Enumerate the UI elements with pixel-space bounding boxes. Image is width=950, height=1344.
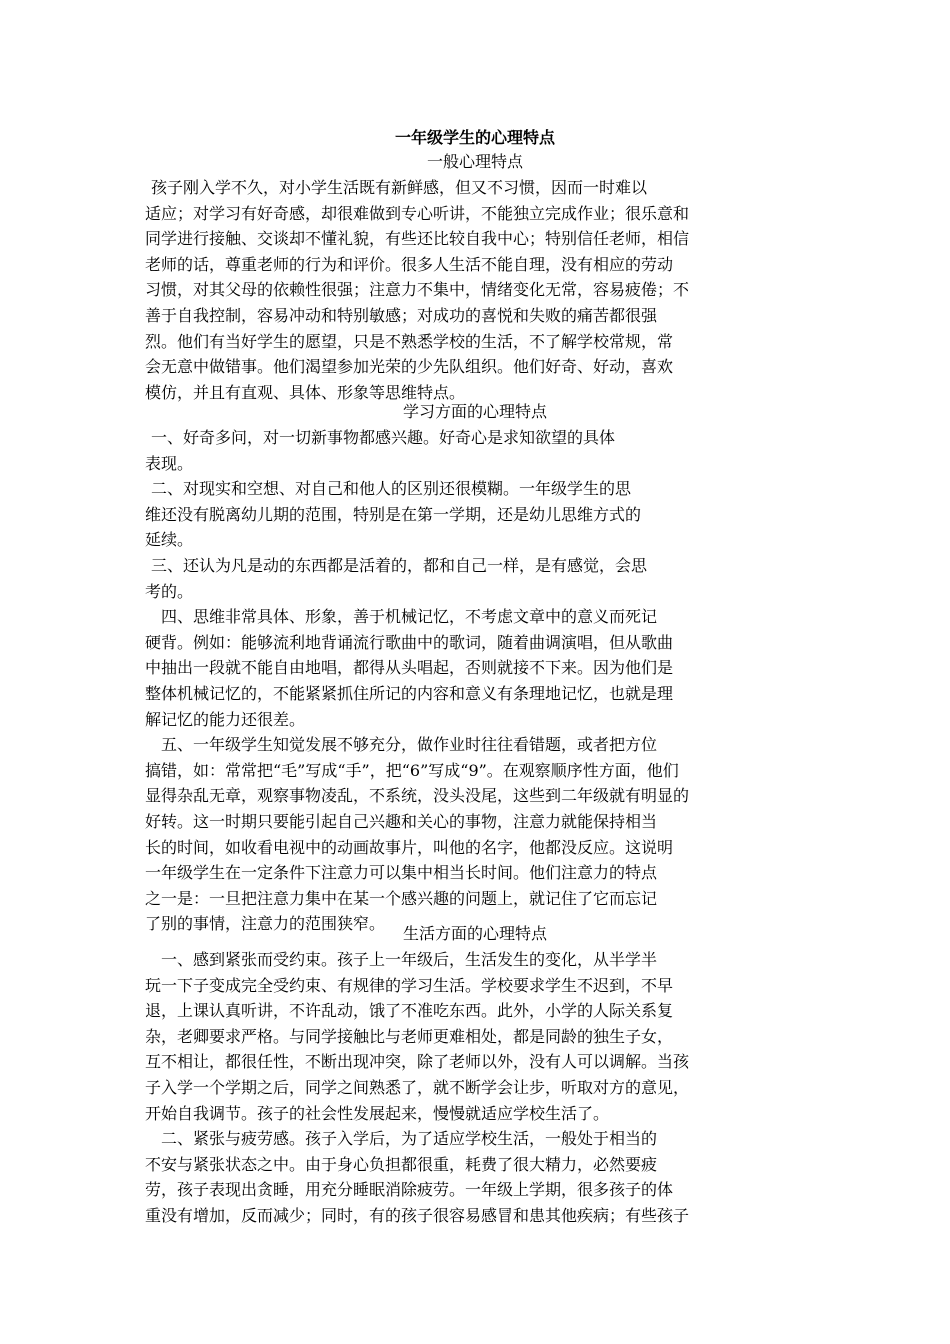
paragraph-line: 善于自我控制，容易冲动和特别敏感；对成功的喜悦和失败的痛苦都很强 xyxy=(145,306,658,325)
document-title: 一年级学生的心理特点 xyxy=(394,128,555,147)
section-heading: 生活方面的心理特点 xyxy=(402,924,547,943)
paragraph-line: 退，上课认真听讲，不许乱动，饿了不准吃东西。此外，小学的人际关系复 xyxy=(145,1001,674,1020)
paragraph-line: 解记忆的能力还很差。 xyxy=(145,710,306,729)
paragraph-line: 重没有增加，反而减少；同时，有的孩子很容易感冒和患其他疾病；有些孩子 xyxy=(145,1206,690,1225)
paragraph-line: 开始自我调节。孩子的社会性发展起来，慢慢就适应学校生活了。 xyxy=(145,1104,610,1123)
paragraph-line: 表现。 xyxy=(145,454,194,473)
paragraph-line: 之一是：一旦把注意力集中在某一个感兴趣的问题上，就记住了它而忘记 xyxy=(145,889,658,908)
paragraph-line: 延续。 xyxy=(145,530,194,549)
paragraph-line: 硬背。例如：能够流利地背诵流行歌曲中的歌词，随着曲调演唱，但从歌曲 xyxy=(145,633,674,652)
paragraph-line: 模仿，并且有直观、具体、形象等思维特点。 xyxy=(145,383,466,402)
paragraph-line: 适应；对学习有好奇感，却很难做到专心听讲，不能独立完成作业；很乐意和 xyxy=(145,204,690,223)
paragraph-line: 三、还认为凡是动的东西都是活着的，都和自己一样，是有感觉，会思 xyxy=(151,556,648,575)
paragraph-line: 烈。他们有当好学生的愿望，只是不熟悉学校的生活，不了解学校常规，常 xyxy=(145,332,674,351)
paragraph-line: 劳，孩子表现出贪睡，用充分睡眠消除疲劳。一年级上学期，很多孩子的体 xyxy=(145,1180,674,1199)
paragraph-line: 搞错，如：常常把“毛”写成“手”，把“6”写成“9”。在观察顺序性方面，他们 xyxy=(145,761,679,780)
paragraph-line: 一、好奇多问，对一切新事物都感兴趣。好奇心是求知欲望的具体 xyxy=(151,428,616,447)
paragraph-line: 好转。这一时期只要能引起自己兴趣和关心的事物，注意力就能保持相当 xyxy=(145,812,658,831)
paragraph-line: 一年级学生在一定条件下注意力可以集中相当长时间。他们注意力的特点 xyxy=(145,863,658,882)
paragraph-line: 互不相让，都很任性，不断出现冲突，除了老师以外，没有人可以调解。当孩 xyxy=(145,1052,690,1071)
paragraph-line: 习惯，对其父母的依赖性很强；注意力不集中，情绪变化无常，容易疲倦；不 xyxy=(145,280,690,299)
paragraph-line: 子入学一个学期之后，同学之间熟悉了，就不断学会让步，听取对方的意见， xyxy=(145,1078,690,1097)
paragraph-line: 五、一年级学生知觉发展不够充分，做作业时往往看错题，或者把方位 xyxy=(161,735,658,754)
paragraph-line: 不安与紧张状态之中。由于身心负担都很重，耗费了很大精力，必然要疲 xyxy=(145,1155,658,1174)
paragraph-line: 孩子刚入学不久，对小学生活既有新鲜感，但又不习惯，因而一时难以 xyxy=(151,178,648,197)
paragraph-line: 维还没有脱离幼儿期的范围，特别是在第一学期，还是幼儿思维方式的 xyxy=(145,505,642,524)
paragraph-line: 四、思维非常具体、形象，善于机械记忆，不考虑文章中的意义而死记 xyxy=(161,607,658,626)
paragraph-line: 二、对现实和空想、对自己和他人的区别还很模糊。一年级学生的思 xyxy=(151,479,632,498)
paragraph-line: 显得杂乱无章，观察事物凌乱，不系统，没头没尾，这些到二年级就有明显的 xyxy=(145,786,690,805)
paragraph-line: 二、紧张与疲劳感。孩子入学后，为了适应学校生活，一般处于相当的 xyxy=(161,1129,658,1148)
paragraph-line: 长的时间，如收看电视中的动画故事片，叫他的名字，他都没反应。这说明 xyxy=(145,838,674,857)
paragraph-line: 老师的话，尊重老师的行为和评价。很多人生活不能自理，没有相应的劳动 xyxy=(145,255,674,274)
paragraph-line: 整体机械记忆的，不能紧紧抓住所记的内容和意义有条理地记忆，也就是理 xyxy=(145,684,674,703)
paragraph-line: 玩一下子变成完全受约束、有规律的学习生活。学校要求学生不迟到，不早 xyxy=(145,976,674,995)
section-heading: 一般心理特点 xyxy=(426,152,523,171)
paragraph-line: 会无意中做错事。他们渴望参加光荣的少先队组织。他们好奇、好动，喜欢 xyxy=(145,357,674,376)
paragraph-line: 考的。 xyxy=(145,582,194,601)
section-heading: 学习方面的心理特点 xyxy=(402,402,547,421)
paragraph-line: 同学进行接触、交谈却不懂礼貌，有些还比较自我中心；特别信任老师，相信 xyxy=(145,229,690,248)
paragraph-line: 一、感到紧张而受约束。孩子上一年级后，生活发生的变化，从半学半 xyxy=(161,950,658,969)
paragraph-line: 中抽出一段就不能自由地唱，都得从头唱起，否则就接不下来。因为他们是 xyxy=(145,658,674,677)
paragraph-line: 杂，老卿要求严格。与同学接触比与老师更难相处，都是同龄的独生子女， xyxy=(145,1027,674,1046)
paragraph-line: 了别的事情，注意力的范围狭窄。 xyxy=(145,914,386,933)
